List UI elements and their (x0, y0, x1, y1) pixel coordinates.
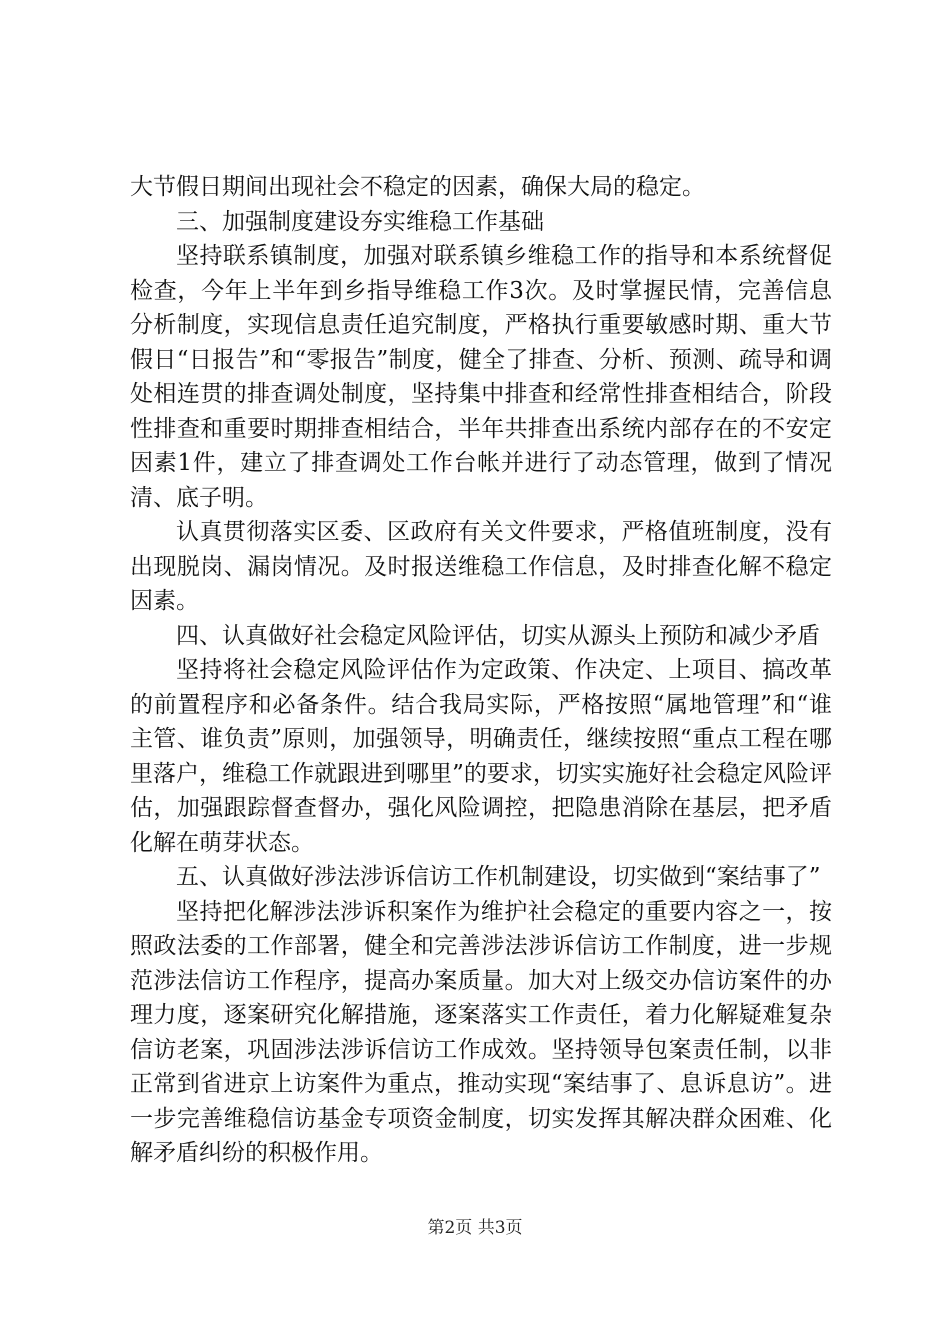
paragraph: 坚持将社会稳定风险评估作为定政策、作决定、上项目、搞改革的前置程序和必备条件。结合我局实际，严格按照“属地管理”和“谁主管、谁负责”原则，加强领导，明确责任，继续按照“重点工程在哪里落户，维稳工作就跟进到哪里”的要求，切实实施好社会稳定风险评估，加强跟踪督查督办，强化风险调控，把隐患消除在基层，把矛盾化解在萌芽状态。 (130, 657, 832, 856)
section-heading-4: 四、认真做好社会稳定风险评估，切实从源头上预防和减少矛盾 (176, 622, 820, 649)
section-heading-3: 三、加强制度建设夯实维稳工作基础 (176, 208, 544, 235)
paragraph-continued: 大节假日期间出现社会不稳定的因素，确保大局的稳定。 (130, 174, 705, 200)
paragraph: 坚持联系镇制度，加强对联系镇乡维稳工作的指导和本系统督促检查，今年上半年到乡指导维稳工作3次。及时掌握民情，完善信息分析制度，实现信息责任追究制度，严格执行重要敏感时期、重大节假日“日报告”和“零报告”制度，健全了排查、分析、预测、疏导和调处相连贯的排查调处制度，坚持集中排查和经常性排查相结合，阶段性排查和重要时期排查相结合，半年共排查出系统内部存在的不安定因素1件，建立了排查调处工作台帐并进行了动态管理，做到了情况清、底子明。 (130, 243, 832, 511)
paragraph: 坚持把化解涉法涉诉积案作为维护社会稳定的重要内容之一，按照政法委的工作部署，健全和完善涉法涉诉信访工作制度，进一步规范涉法信访工作程序，提高办案质量。加大对上级交办信访案件的办理力度，逐案研究化解措施，逐案落实工作责任，着力化解疑难复杂信访老案，巩固涉法涉诉信访工作成效。坚持领导包案责任制，以非正常到省进京上访案件为重点，推动实现“案结事了、息诉息访”。进一步完善维稳信访基金专项资金制度，切实发挥其解决群众困难、化解矛盾纠纷的积极作用。 (130, 898, 832, 1166)
section-heading-5: 五、认真做好涉法涉诉信访工作机制建设，切实做到“案结事了” (176, 864, 821, 890)
paragraph: 认真贯彻落实区委、区政府有关文件要求，严格值班制度，没有出现脱岗、漏岗情况。及时报送维稳工作信息，及时排查化解不稳定因素。 (130, 519, 832, 614)
document-body (130, 170, 832, 1171)
page-footer: 第2页 共3页 (427, 1218, 523, 1238)
